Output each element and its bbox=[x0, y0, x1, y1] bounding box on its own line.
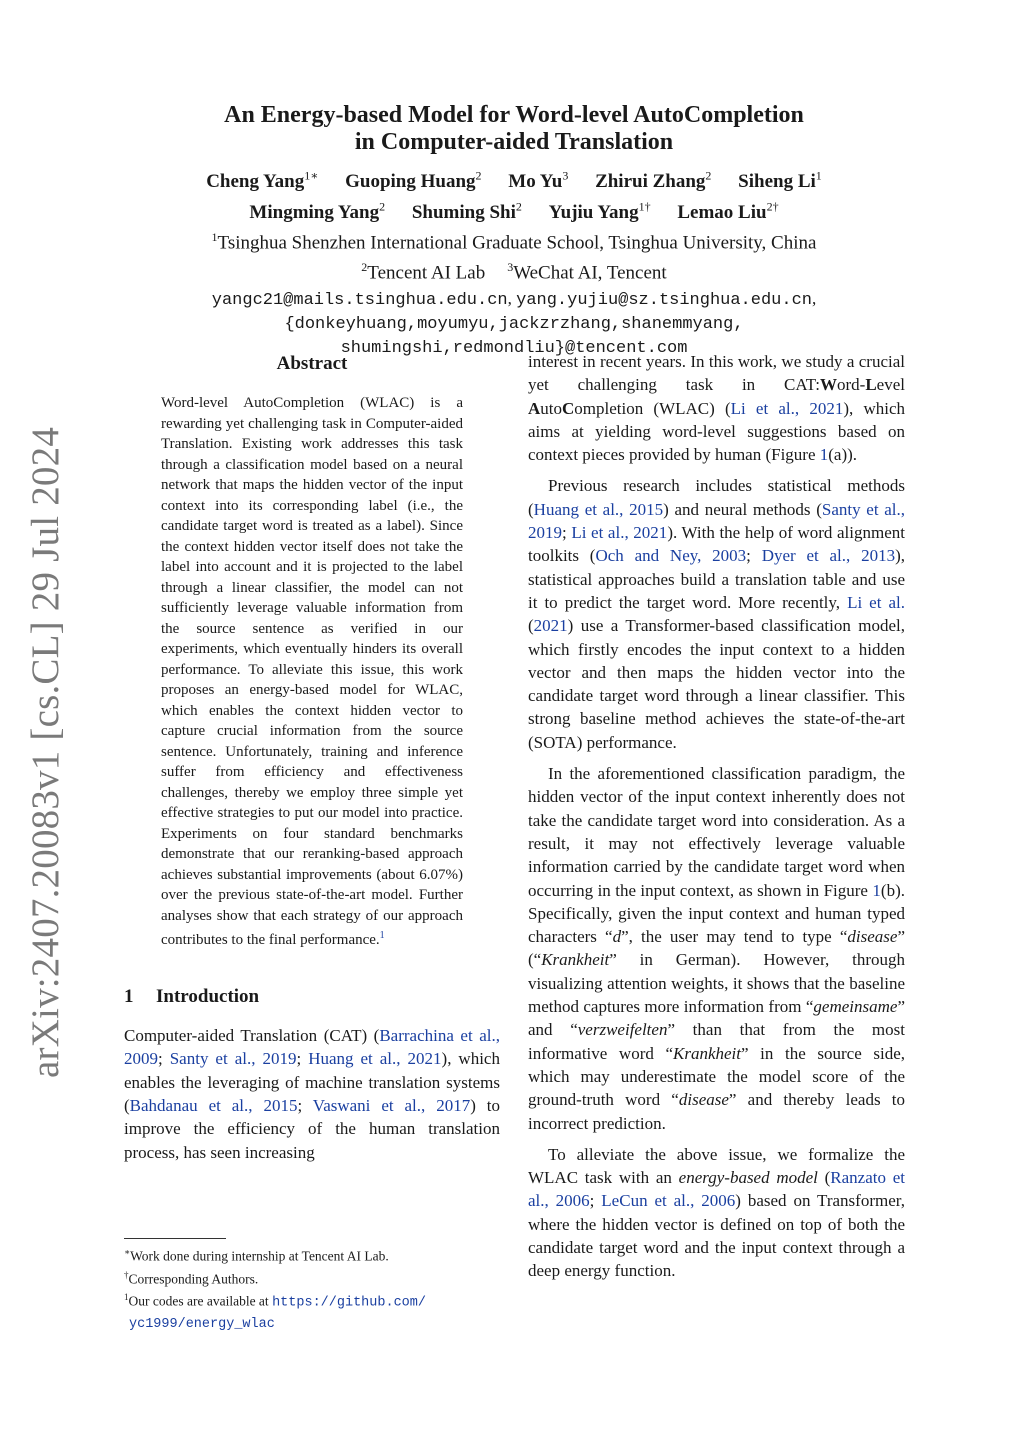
paragraph: To alleviate the above issue, we formalize the WLAC task with an energy-based model (Ranzato et al., 2006; LeCun et al., 2006) based on Transformer, where the hidden vector is defined on top of both the candidate target word and the input context through a deep energy function. bbox=[528, 1144, 906, 1281]
left-column bbox=[124, 350, 500, 1172]
author: Lemao Liu$^{2\dagger}$ bbox=[677, 199, 779, 223]
section-heading: 1 Introduction bbox=[124, 985, 260, 1007]
paragraph: Computer-aided Translation (CAT) (Barrachina et al., 2009; Santy et al., 2019; Huang et al., 2021), which enables the leveraging of machine translation systems (Bahdanau et al., 2015; Vaswani et al., 2017) to improve the efficiency of the human translation process, has seen increasing bbox=[124, 1026, 501, 1162]
arxiv-id: arXiv:2407.20083v1 [cs.CL] 29 Jul 2024 bbox=[24, 426, 68, 1078]
citation-link[interactable]: 1 bbox=[872, 880, 881, 900]
citation-link[interactable]: Dyer et al., 2013 bbox=[761, 546, 896, 566]
citation-link[interactable]: 2021 bbox=[533, 616, 568, 636]
citation-link[interactable]: Vaswani et al., 2017 bbox=[312, 1095, 471, 1115]
citation-link[interactable]: Li et al., 2021 bbox=[571, 523, 668, 543]
abstract-heading: Abstract bbox=[276, 353, 348, 374]
paragraph: In the aforementioned classification paradigm, the hidden vector of the input context inherently does not take the candidate target word into consideration. As a result, it may not effectively leverage valuable information carried by the candidate target word when occurring in the input context, as shown in Figure 1(b). Specifically, given the input context and human typed characters “d”, the user may tend to type “disease” (“Krankheit” in German). However, through visualizing attention weights, it shows that the baseline method captures more information from “gemeinsame” and “verzweifelten” than that from the most informative word “Krankheit” in the source side, which may underestimate the model score of the ground-truth word “disease” and thereby leads to incorrect prediction. bbox=[528, 764, 905, 1133]
citation-link[interactable]: Santy et al., 2019 bbox=[169, 1049, 297, 1069]
author: Guoping Huang$^2$ bbox=[345, 169, 482, 193]
author: Yujiu Yang$^{1\dagger}$ bbox=[548, 199, 651, 223]
footnote-ref[interactable]: 1 bbox=[379, 930, 385, 942]
citation-link[interactable]: Ranzato et al., 2006 bbox=[528, 1168, 906, 1211]
title-block bbox=[110, 102, 918, 361]
citation-link[interactable]: Li et al. bbox=[847, 592, 905, 612]
email-group: shumingshi,redmondliu}@tencent.com bbox=[340, 339, 688, 359]
author: Zhirui Zhang$^2$ bbox=[595, 169, 712, 193]
affiliation-2-3: $^2$Tencent AI Lab $^3$WeChat AI, Tencent bbox=[361, 259, 667, 284]
footnote: $^1$Our codes are available at https://github.com/ yc1999/energy_wlac bbox=[124, 1292, 426, 1332]
author: Mo Yu$^3$ bbox=[508, 169, 569, 193]
citation-link[interactable]: 1 bbox=[819, 445, 829, 465]
email: yangc21@mails.tsinghua.edu.cn bbox=[211, 291, 508, 311]
citation-link[interactable]: Och and Ney, 2003 bbox=[595, 546, 747, 566]
footnote-rule bbox=[124, 1238, 226, 1239]
citation-link[interactable]: Santy et al., 2019 bbox=[528, 499, 906, 543]
affiliation-1: $^1$Tsinghua Shenzhen International Graduate School, Tsinghua University, China bbox=[211, 229, 817, 253]
footnotes bbox=[124, 1238, 500, 1334]
paragraph: Previous research includes statistical methods (Huang et al., 2015) and neural methods (Santy et al., 2019; Li et al., 2021). With the help of word alignment toolkits (Och and Ney, 2003; Dyer et al., 2013), statistical approaches build a translation table and use it to predict the target word. More recently, Li et al. (2021) use a Transformer-based classification model, which firstly encodes the input context to a hidden vector and then maps the hidden vector into the candidate target word through a linear classifier. This strong baseline method achieves the state-of-the-art (SOTA) performance. bbox=[528, 476, 906, 752]
code-url-link[interactable]: yc1999/energy_wlac bbox=[129, 1316, 275, 1332]
footnote: ∗Work done during internship at Tencent AI Lab. bbox=[124, 1247, 389, 1264]
abstract-body: Word-level AutoCompletion (WLAC) is a rewarding yet challenging task in Computer-aided Translation. Existing work addresses this task through a classification model based on a neural network that maps the hidden vector of the input context into its corresponding label (i.e., the candidate target word is treated as a label). Since the context hidden vector itself does not take the label into account and it is projected to the label through a linear classifier, the model can not sufficiently leverage valuable information from the source sentence as verified in our experiments, which eventually hinders its overall performance. To alleviate this issue, this work proposes an energy-based model for WLAC, which enables the context hidden vector to capture crucial information from the source sentence. Unfortunately, training and inference suffer from efficiency and effectiveness challenges, thereby we employ three simple yet effective strategies to put our model into practice. Experiments on four standard benchmarks demonstrate that our reranking-based approach achieves substantial improvements (about 6.07%) over the previous state-of-the-art model. Further analyses show that each strategy of our approach contributes to the final performance.$^1$ bbox=[161, 395, 463, 949]
author: Shuming Shi$^2$ bbox=[411, 199, 522, 223]
citation-link[interactable]: LeCun et al., 2006 bbox=[601, 1191, 736, 1211]
arxiv-stamp bbox=[20, 426, 72, 1078]
authors-row-1 bbox=[110, 164, 918, 194]
author: Cheng Yang$^{1∗}$ bbox=[206, 169, 319, 193]
right-column bbox=[528, 350, 905, 1291]
citation-link[interactable]: Barrachina et al., 2009 bbox=[124, 1026, 500, 1069]
citation-link[interactable]: Huang et al., 2021 bbox=[308, 1049, 442, 1069]
author: Mingming Yang$^2$ bbox=[249, 199, 386, 223]
paragraph: interest in recent years. In this work, we study a crucial yet challenging task in CAT:Word-Level AutoCompletion (WLAC) (Li et al., 2021), which aims at yielding word-level suggestions based on context pieces provided by human (Figure 1(a)). bbox=[528, 352, 905, 465]
paper-title bbox=[110, 102, 918, 156]
email: yang.yujiu@sz.tsinghua.edu.cn bbox=[516, 291, 812, 311]
footnote: †Corresponding Authors. bbox=[124, 1269, 259, 1286]
author-emails: yangc21@mails.tsinghua.edu.cn, yang.yujiu@sz.tsinghua.edu.cn, {donkeyhuang,moyumyu,jackzrzhang,shanemmyang, shumingshi,redmondliu}@tencent.com bbox=[211, 289, 817, 359]
citation-link[interactable]: Huang et al., 2015 bbox=[533, 499, 664, 519]
title-line-1: An Energy-based Model for Word-level AutoCompletion bbox=[224, 102, 804, 128]
citation-link[interactable]: Bahdanau et al., 2015 bbox=[129, 1095, 298, 1115]
email-group: {donkeyhuang,moyumyu,jackzrzhang,shanemmyang, bbox=[284, 315, 744, 335]
code-url-link[interactable]: https://github.com/ bbox=[272, 1295, 426, 1311]
authors-row-2 bbox=[110, 194, 918, 224]
title-line-2: in Computer-aided Translation bbox=[354, 129, 674, 155]
author: Siheng Li$^1$ bbox=[738, 169, 822, 193]
citation-link[interactable]: Li et al., 2021 bbox=[730, 398, 844, 418]
